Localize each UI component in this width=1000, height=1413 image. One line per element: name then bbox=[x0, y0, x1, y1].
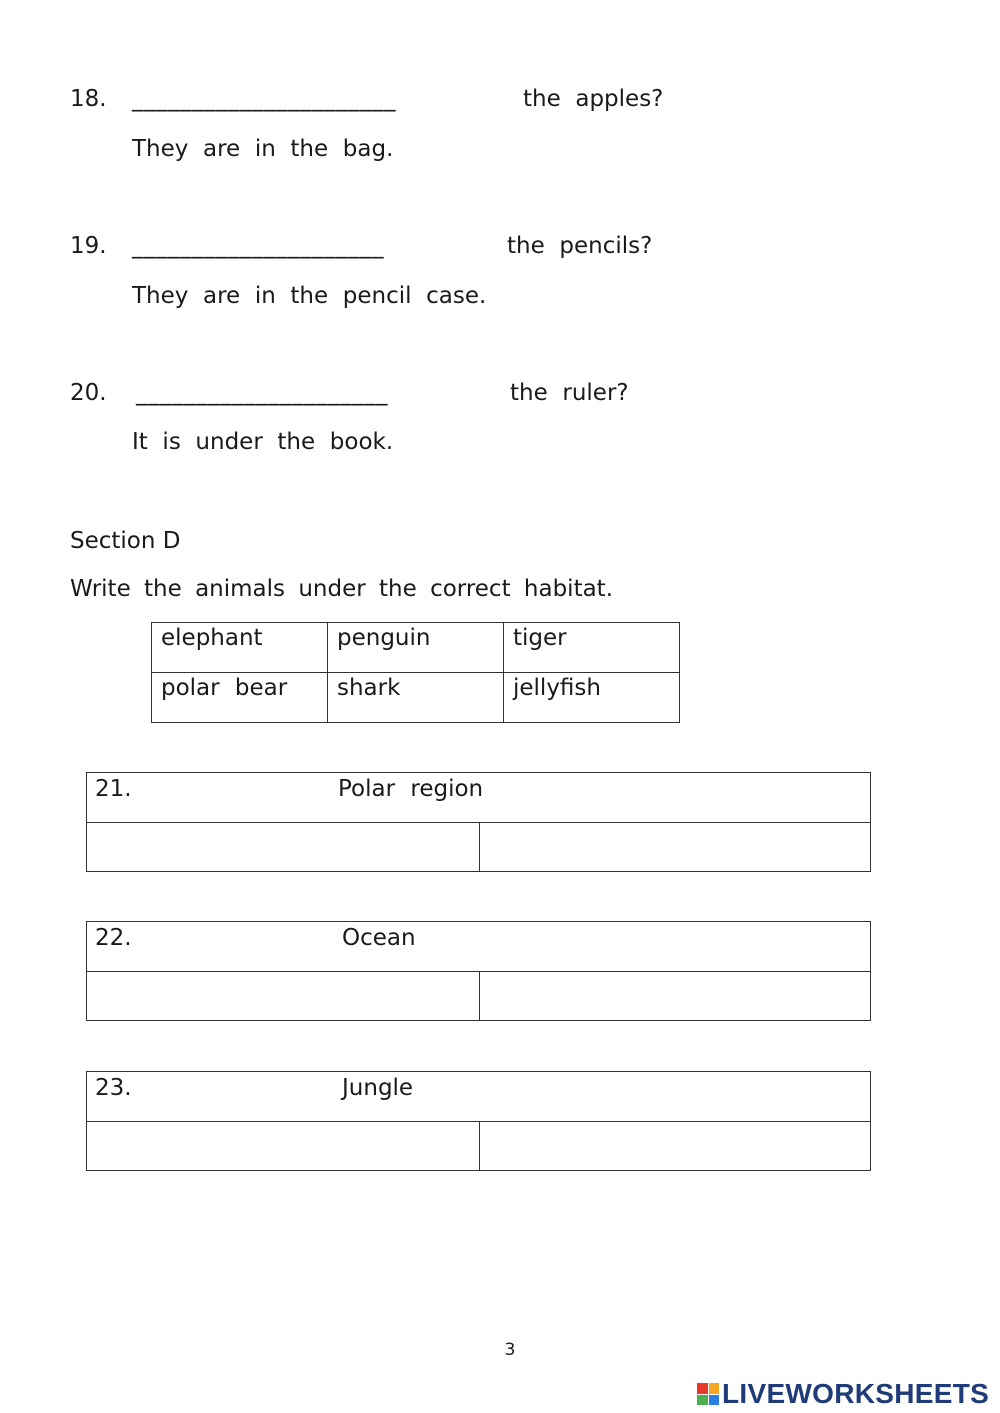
answer-blank[interactable]: _____________________ bbox=[136, 380, 388, 406]
answer-dropzone[interactable] bbox=[87, 823, 480, 871]
habitat-name: Polar region bbox=[338, 776, 484, 802]
word-bank-table bbox=[151, 622, 680, 723]
habitat-table-ocean bbox=[86, 921, 871, 1021]
logo-icon bbox=[697, 1383, 719, 1405]
table-row bbox=[152, 623, 680, 673]
answer-dropzone[interactable] bbox=[87, 972, 480, 1020]
liveworksheets-logo bbox=[697, 1379, 989, 1409]
habitat-header bbox=[87, 773, 870, 823]
answer-blank[interactable]: ______________________ bbox=[132, 86, 396, 112]
section-title: Section D bbox=[70, 528, 181, 554]
question-text: the ruler? bbox=[510, 380, 629, 406]
habitat-number: 23. bbox=[95, 1075, 132, 1101]
question-number: 18. bbox=[70, 86, 107, 112]
word-cell[interactable]: elephant bbox=[152, 623, 328, 673]
habitat-number: 22. bbox=[95, 925, 132, 951]
answer-blank[interactable]: _____________________ bbox=[132, 233, 384, 259]
table-row bbox=[152, 673, 680, 723]
answer-dropzone[interactable] bbox=[480, 823, 870, 871]
word-cell[interactable]: jellyfish bbox=[504, 673, 680, 723]
habitat-number: 21. bbox=[95, 776, 132, 802]
question-number: 20. bbox=[70, 380, 107, 406]
habitat-name: Ocean bbox=[342, 925, 416, 951]
habitat-header bbox=[87, 922, 870, 972]
habitat-name: Jungle bbox=[342, 1075, 414, 1101]
page-number: 3 bbox=[504, 1340, 516, 1360]
answer-sentence: They are in the bag. bbox=[132, 136, 394, 162]
answer-dropzone[interactable] bbox=[480, 972, 870, 1020]
habitat-table-polar bbox=[86, 772, 871, 872]
instructions: Write the animals under the correct habitat. bbox=[70, 576, 614, 602]
question-text: the apples? bbox=[523, 86, 664, 112]
habitat-table-jungle bbox=[86, 1071, 871, 1171]
logo-text: LIVEWORKSHEETS bbox=[722, 1378, 990, 1409]
word-cell[interactable]: shark bbox=[328, 673, 504, 723]
word-cell[interactable]: polar bear bbox=[152, 673, 328, 723]
answer-sentence: They are in the pencil case. bbox=[132, 283, 487, 309]
answer-dropzone[interactable] bbox=[480, 1122, 870, 1170]
question-text: the pencils? bbox=[507, 233, 653, 259]
question-number: 19. bbox=[70, 233, 107, 259]
answer-dropzone[interactable] bbox=[87, 1122, 480, 1170]
habitat-header bbox=[87, 1072, 870, 1122]
answer-sentence: It is under the book. bbox=[132, 429, 394, 455]
word-cell[interactable]: penguin bbox=[328, 623, 504, 673]
word-cell[interactable]: tiger bbox=[504, 623, 680, 673]
